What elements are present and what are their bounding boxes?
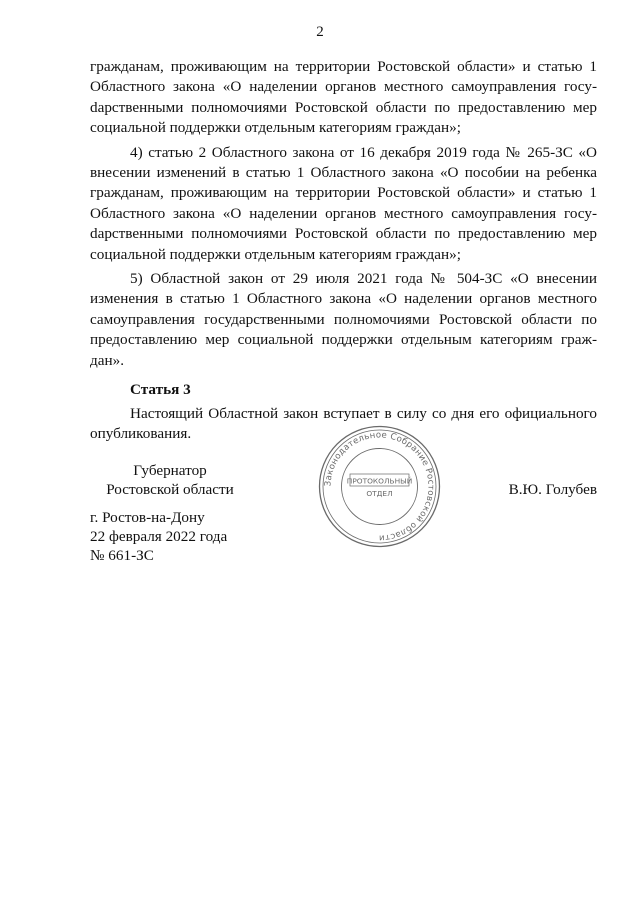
signatory-name: В.Ю. Голубев: [508, 481, 597, 498]
signatory-position: [90, 461, 250, 499]
paragraph-item-5: 5) Областной закон от 29 июля 2021 года № 504-ЗС «О внесении изменения в статью 1 Областного закона «О наделении органов местного самоуправления государственными полномочиями Ростовской области по предоставлению мер социальной поддержки отдельным категориям граждан».: [90, 270, 597, 369]
document-body: [90, 57, 597, 448]
article-heading: Статья 3: [130, 381, 191, 399]
signing-place: г. Ростов-на-Дону: [90, 509, 205, 526]
page-number: 2: [316, 24, 324, 40]
seal-ring-text: Законодательное Собрание Ростовской области: [323, 430, 436, 543]
svg-text:Законодательное Собрание Росто: [323, 430, 435, 542]
seal-center-line1: ПРОТОКОЛЬНЫЙ: [346, 476, 413, 486]
signatory-position-line2: Ростовской области: [106, 481, 234, 498]
seal-center-line2: ОТДЕЛ: [366, 489, 393, 498]
paragraph-continuation: гражданам, проживающим на территории Ростовской области» и статью 1 Областного закона «О наделении органов местного самоуправления госуdарственными полномочиями Ростовской области по предоставлению мер социальной поддержки отдельным категориям граждан»;: [90, 58, 597, 137]
signing-details: [90, 508, 227, 565]
signatory-position-line1: Губернатор: [133, 462, 207, 479]
signing-date: 22 февраля 2022 года: [90, 528, 228, 545]
article-text: Настоящий Областной закон вступает в силу со дня его официального опубликования.: [90, 404, 597, 442]
seal-stamp: [317, 424, 442, 549]
law-number: № 661-ЗС: [90, 547, 154, 564]
paragraph-item-4: 4) статью 2 Областного закона от 16 декабря 2019 года № 265-ЗС «О внесении изменений в статью 1 Областного закона «О пособии на ребенка гражданам, проживающим на территории Ростовской области» и статью 1 Областного закона «О наделении органов местного самоуправления госуdарственными полномочиями Ростовской области по предоставлению мер социальной поддержки отдельным категориям граждан»;: [90, 143, 597, 263]
